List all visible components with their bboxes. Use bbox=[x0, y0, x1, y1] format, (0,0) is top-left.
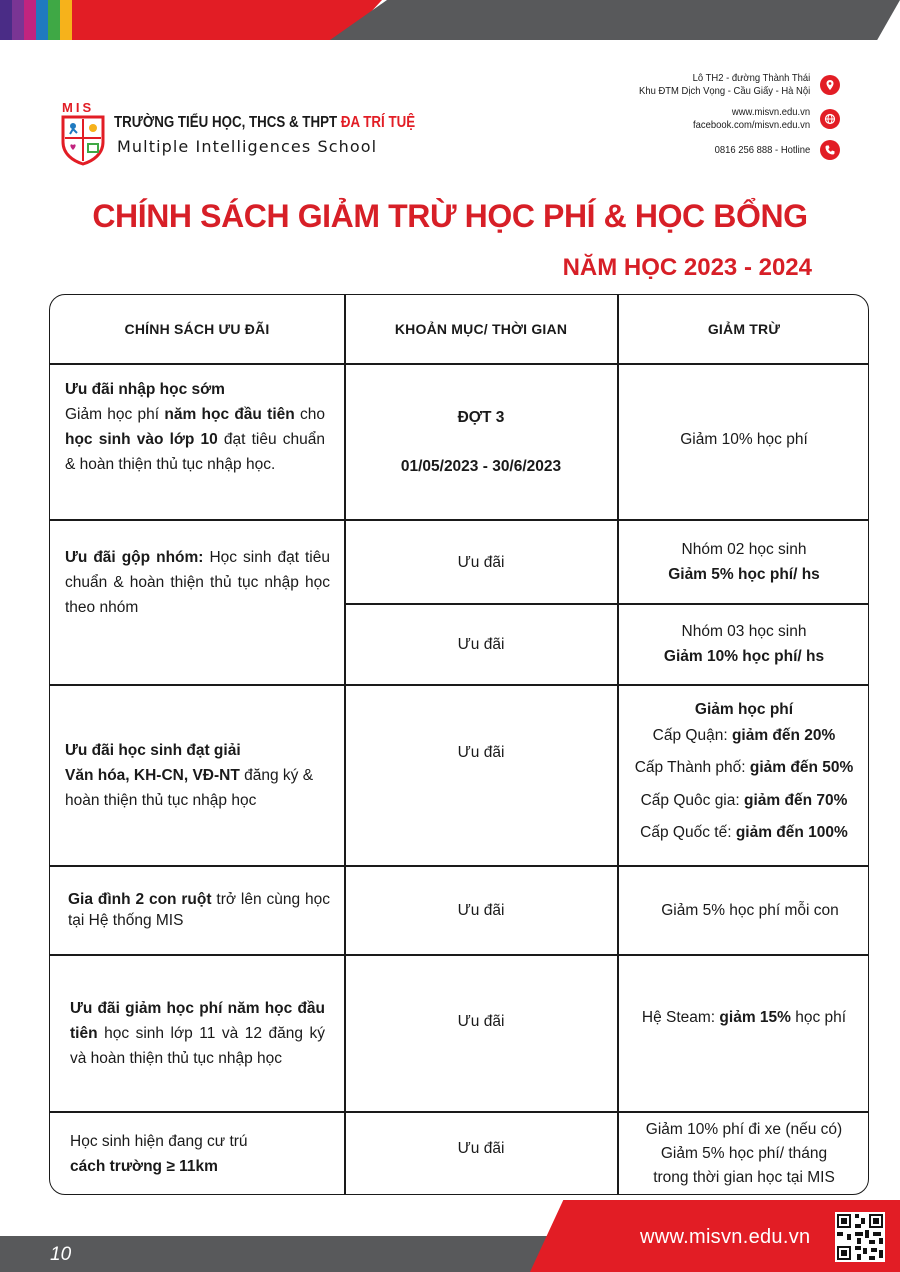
row2a-discount: Nhóm 02 học sinh Giảm 5% học phí/ hs bbox=[668, 541, 820, 583]
top-red-band bbox=[72, 0, 382, 40]
row1-discount: Giảm 10% học phí bbox=[680, 430, 808, 448]
row2a-item: Ưu đãi bbox=[457, 553, 505, 571]
row1-policy: Ưu đãi nhập học sớm Giảm học phí năm học đầu tiên cho học sinh vào lớp 10 đạt tiêu chuẩn & hoàn thiện thủ tục nhập học. bbox=[65, 381, 325, 473]
footer-gray-band bbox=[0, 1236, 560, 1272]
contact-info bbox=[560, 72, 840, 168]
level-national: Cấp Quôc gia: giảm đến 70% bbox=[640, 791, 848, 809]
website-link[interactable]: www.misvn.edu.vn bbox=[731, 106, 810, 118]
row3-discount bbox=[618, 694, 869, 854]
hotline-row bbox=[560, 140, 840, 160]
header-discount: GIẢM TRỪ bbox=[707, 320, 781, 337]
row3-item: Ưu đãi bbox=[457, 743, 505, 761]
row5-policy: Ưu đãi giảm học phí năm học đầu tiên học sinh lớp 11 và 12 đăng ký và hoàn thiện thủ tục nhập học bbox=[70, 999, 325, 1067]
facebook-link[interactable]: facebook.com/misvn.edu.vn bbox=[692, 119, 810, 131]
row6-policy: Học sinh hiện đang cư trú cách trường ≥ 11km bbox=[70, 1133, 248, 1175]
level-city: Cấp Thành phố: giảm đến 50% bbox=[634, 759, 854, 776]
row2b-item: Ưu đãi bbox=[457, 635, 505, 653]
row2-policy: Ưu đãi gộp nhóm: Học sinh đạt tiêu chuẩn & hoàn thiện thủ tục nhập học theo nhóm bbox=[65, 549, 330, 616]
page-number: 10 bbox=[50, 1244, 72, 1265]
row6-discount: Giảm 10% phí đi xe (nếu có) Giảm 5% học phí/ tháng trong thời gian học tại MIS bbox=[645, 1121, 843, 1186]
page-subtitle: NĂM HỌC 2023 - 2024 bbox=[562, 254, 812, 281]
top-color-stripes bbox=[0, 0, 72, 40]
school-name-vi: TRƯỜNG TIỂU HỌC, THCS & THPT ĐA TRÍ TUỆ bbox=[114, 114, 416, 131]
qr-code-icon[interactable] bbox=[835, 1212, 885, 1262]
hotline-text: 0816 256 888 - Hotline bbox=[714, 143, 810, 156]
row6-item: Ưu đãi bbox=[457, 1139, 505, 1157]
address-row bbox=[560, 72, 840, 98]
period-dates: 01/05/2023 - 30/6/2023 bbox=[400, 457, 562, 475]
web-row bbox=[560, 106, 840, 132]
row3-discount-head: Giảm học phí bbox=[694, 701, 794, 718]
address-line-2: Khu ĐTM Dịch Vọng - Cầu Giấy - Hà Nội bbox=[638, 85, 810, 97]
header-policy: CHÍNH SÁCH ƯU ĐÃI bbox=[124, 320, 270, 337]
shield-icon bbox=[60, 114, 106, 166]
level-district: Cấp Quận: giảm đến 20% bbox=[652, 726, 836, 744]
row4-policy: Gia đình 2 con ruột trở lên cùng học tại Hệ thống MIS bbox=[68, 891, 330, 929]
school-logo bbox=[60, 100, 416, 166]
row1-period bbox=[345, 364, 617, 519]
top-gray-band bbox=[330, 0, 900, 40]
period-name: ĐỢT 3 bbox=[457, 408, 505, 426]
page-title: CHÍNH SÁCH GIẢM TRỪ HỌC PHÍ & HỌC BỔNG bbox=[92, 198, 808, 234]
school-name-en: Multiple Intelligences School bbox=[117, 137, 378, 156]
row3-policy: Ưu đãi học sinh đạt giải Văn hóa, KH-CN, VĐ-NT đăng ký & hoàn thiện thủ tục nhập học bbox=[65, 741, 314, 809]
header-item-time: KHOẢN MỤC/ THỜI GIAN bbox=[394, 320, 568, 337]
row2b-discount: Nhóm 03 học sinh Giảm 10% học phí/ hs bbox=[663, 623, 825, 665]
policy-table bbox=[49, 294, 869, 1195]
level-international: Cấp Quốc tế: giảm đến 100% bbox=[640, 824, 848, 841]
row4-discount: Giảm 5% học phí mỗi con bbox=[661, 901, 839, 919]
logo-mis-text: MIS bbox=[62, 100, 95, 115]
location-pin-icon bbox=[820, 75, 840, 95]
phone-icon bbox=[820, 140, 840, 160]
row5-item: Ưu đãi bbox=[457, 1013, 505, 1030]
row4-item: Ưu đãi bbox=[457, 901, 505, 919]
globe-icon bbox=[820, 109, 840, 129]
address-line-1: Lô TH2 - đường Thành Thái bbox=[692, 72, 810, 84]
row5-discount: Hệ Steam: giảm 15% học phí bbox=[641, 1009, 847, 1026]
footer-website-link[interactable]: www.misvn.edu.vn bbox=[640, 1226, 811, 1248]
